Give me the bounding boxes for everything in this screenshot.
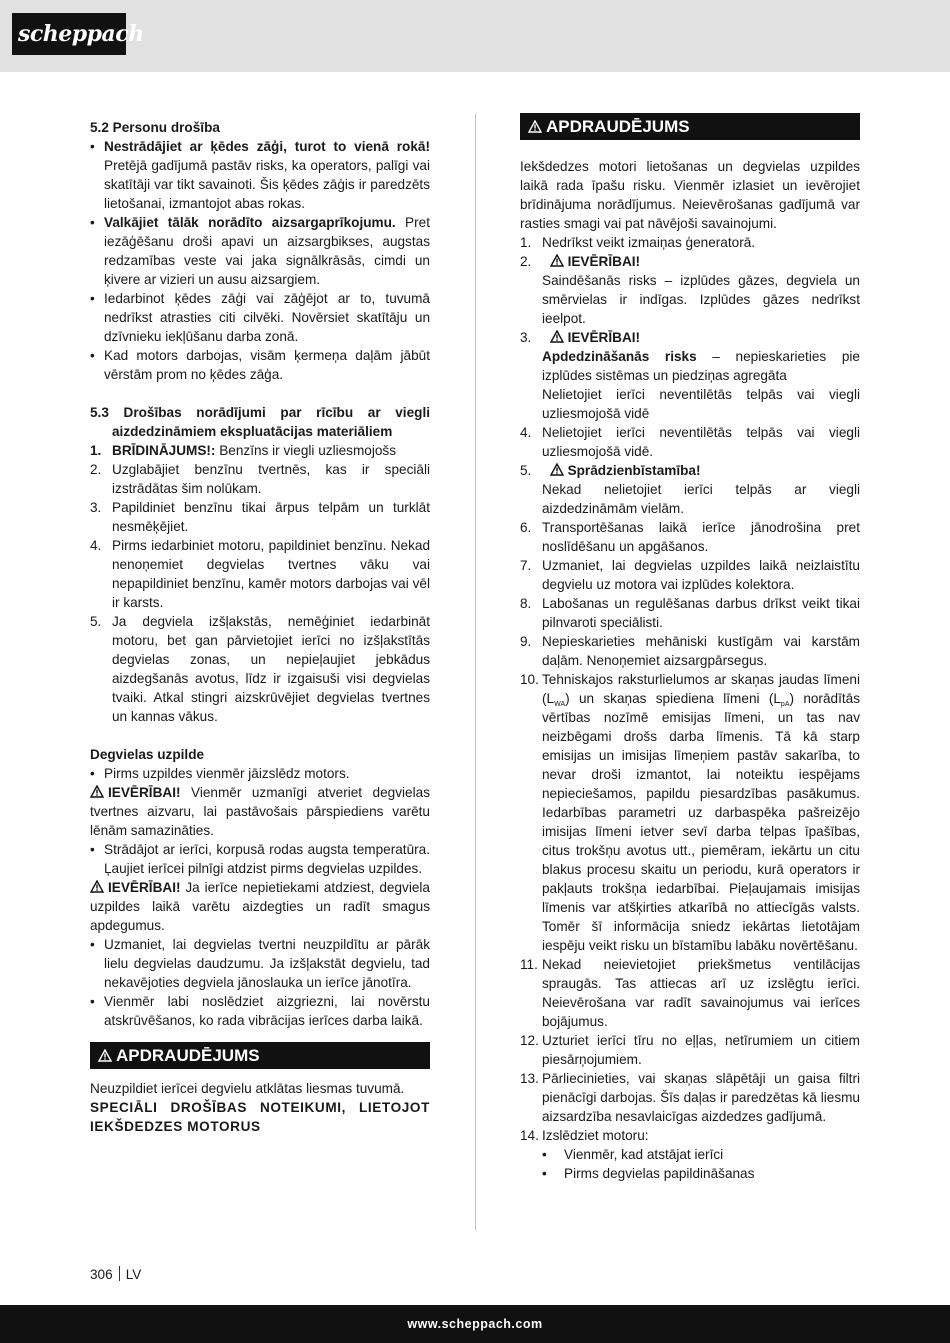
danger-banner: APDRAUDĒJUMS	[520, 113, 860, 140]
list-item: 8. Labošanas un regulēšanas darbus drīkst veikt tikai pilnvaroti speciālisti.	[520, 596, 860, 630]
list-item: 1. BRĪDINĀJUMS!: Benzīns ir viegli uzliesmojošs	[90, 443, 397, 458]
list-item: • Kad motors darbojas, visām ķermeņa daļām jābūt vērstām prom no ķēdes zāģa.	[90, 346, 430, 384]
list-item: 12. Uzturiet ierīci tīru no eļļas, netīrumiem un citiem piesārņojumiem.	[520, 1033, 860, 1067]
list-item: • Valkājiet tālāk norādīto aizsargaprīkojumu. Pret iezāģēšanu droši apavi un aizsargbikses, augstas redzamības veste vai jaka signālkrāsās, cimdi un ķivere ar vizieri un ausu aizsargiem.	[90, 213, 430, 289]
list-item: 10. Tehniskajos raksturlielumos ar skaņas jaudas līmeni $(L_{WA})$ un skaņas spiediena līmeni $(L_{pA})$ norādītās vērtības nozīmē emisijas līmeni, un tas nav neizbēgami drošs darba līmenis. Tā kā starp emisijas un imisijas līmeņiem pastāv sakarība, to nevar droši izmantot, lai noteiktu iespējams nepieciešamos, papildu piesardzības pasākumus. Iedarbības parametri uz darbaspēka pašreizējo imisijas līmeni ietver sevī darba telpas īpašības, citus trokšņu avotus utt., piemēram, iekārtu un citu blakus procesu skaitu un periodu, kurā operators ir pakļauts trokšņa iedarbībai. Pieļaujamais imisijas līmenis var atšķirties atkarībā no attiecīgās valsts. Tomēr šī informācija sniedz iekārtas lietotājam iespēju veikt risku un bīstamību labāku novērtēšanu.	[520, 672, 860, 953]
warning-triangle-icon	[550, 330, 564, 343]
special-rules-title: SPECIĀLI DROŠĪBAS NOTEIKUMI, LIETOJOT IEKŠDEDZES MOTORUS	[90, 1100, 430, 1134]
danger-text: Neuzpildiet ierīcei degvielu atklātas liesmas tuvumā.	[90, 1081, 405, 1096]
page-number: 306 LV	[90, 1267, 142, 1282]
section-5-2-title: 5.2 Personu drošība	[90, 120, 220, 135]
fuel-section-title: Degvielas uzpilde	[90, 747, 205, 762]
list-item: 1. Nedrīkst veikt izmaiņas ģeneratorā.	[520, 235, 756, 250]
warning-triangle-icon	[90, 785, 104, 798]
list-item: 3. IEVĒRĪBAI! Apdedzināšanās risks – nepieskarieties pie izplūdes sistēmas un piedziņas agregāta Nelietojiet ierīci neventilētās telpās vai viegli uzliesmojošā vidē	[520, 330, 860, 421]
danger-banner: APDRAUDĒJUMS	[90, 1042, 430, 1069]
warning-triangle-icon	[550, 463, 564, 476]
sub-list-item: • Pirms degvielas papildināšanas	[542, 1164, 860, 1183]
list-item: 14. Izslēdziet motoru: • Vienmēr, kad atstājat ierīci • Pirms degvielas papildināšanas	[520, 1126, 860, 1183]
fuel-warning-1: IEVĒRĪBAI! Vienmēr uzmanīgi atveriet degvielas tvertnes aizvaru, lai pastāvošais pārspiediens varētu lēnām samazināties.	[90, 785, 430, 838]
brand-logo: scheppach	[12, 13, 126, 55]
list-item: 4. Nelietojiet ierīci neventilētās telpās vai viegli uzliesmojošā vidē.	[520, 425, 860, 459]
list-item: 9. Nepieskarieties mehāniski kustīgām vai karstām daļām. Nenoņemiet aizsargpārsegus.	[520, 634, 860, 668]
website-link[interactable]: www.scheppach.com	[407, 1317, 543, 1331]
header-bar	[0, 0, 950, 72]
list-item: 5. Ja degviela izšļakstās, nemēģiniet iedarbināt motoru, bet gan pārvietojiet ierīci no izšļakstītās degvielas zonas, un nepieļaujiet jebkādus aizdegšanās avotus, līdz ir izgaisuši visi degvielas tvaiki. Atkal stingri aizskrūvējiet degvielas tvertnes un kannas vākus.	[90, 614, 430, 724]
list-item: • Iedarbinot ķēdes zāģi vai zāģējot ar to, tuvumā nedrīkst atrasties citi cilvēki. Novērsiet skatītāju un dzīvnieku iekļūšanu darba zonā.	[90, 289, 430, 346]
right-column	[520, 113, 860, 1183]
list-item: 11. Nekad neievietojiet priekšmetus ventilācijas spraugās. Tas attiecas arī uz izslēgtu ierīci. Neievērošana var radīt savainojumus vai ierīces bojājumus.	[520, 957, 860, 1029]
left-column	[90, 118, 430, 1136]
column-divider	[475, 114, 476, 1230]
engine-safety-list	[520, 233, 860, 1183]
list-item: 3. Papildiniet benzīnu tikai ārpus telpām un turklāt nesmēķējiet.	[90, 500, 430, 534]
section-5-3-title: 5.3 Drošības norādījumi par rīcību ar viegli aizdedzināmiem ekspluatācijas materiāliem	[90, 405, 430, 439]
list-item: 2. IEVĒRĪBAI! Saindēšanās risks – izplūdes gāzes, degviela un smērvielas ir indīgas. Izplūdes gāzes nedrīkst ieelpot.	[520, 254, 860, 326]
list-item: 2. Uzglabājiet benzīnu tvertnēs, kas ir speciāli izstrādātas šim nolūkam.	[90, 462, 430, 496]
footer-bar	[0, 1305, 950, 1343]
warning-triangle-icon	[550, 254, 564, 267]
list-item: 7. Uzmaniet, lai degvielas uzpildes laikā neizlaistītu degvielu uz motora vai izplūdes kolektora.	[520, 558, 860, 592]
list-item: • Nestrādājiet ar ķēdes zāģi, turot to vienā rokā! Pretējā gadījumā pastāv risks, ka operators, palīgi vai skatītāji var tikt savainoti. Šis ķēdes zāģis ir paredzēts lietošanai, izmantojot abas rokas.	[90, 137, 430, 213]
warning-triangle-icon	[528, 120, 542, 133]
warning-triangle-icon	[98, 1049, 112, 1062]
section-5-3-list	[90, 441, 430, 726]
list-item: 13. Pārliecinieties, vai skaņas slāpētāji un gaisa filtri pienācīgi darbojas. Šīs daļas ir paredzētas kā liesmu aizsardzība nesavlaicīgas aizdedzes gadījumā.	[520, 1071, 860, 1124]
list-item: • Pirms uzpildes vienmēr jāizslēdz motors.	[90, 764, 430, 783]
list-item: • Vienmēr labi noslēdziet aizgriezni, lai novērstu atskrūvēšanos, ko rada vibrācijas ierīces darba laikā.	[90, 992, 430, 1030]
list-item: 5. Sprādzienbīstamība! Nekad nelietojiet ierīci telpās ar viegli aizdedzināmām vielām.	[520, 463, 860, 516]
fuel-warning-2: IEVĒRĪBAI! Ja ierīce nepietiekami atdziest, degviela uzpildes laikā varētu aizdegties un radīt smagus apdegumus.	[90, 880, 430, 933]
list-item: 4. Pirms iedarbiniet motoru, papildiniet benzīnu. Nekad nenoņemiet degvielas tvertnes vāku vai nepapildiniet benzīnu, kamēr motors darbojas vai vēl ir karsts.	[90, 538, 430, 610]
intro-paragraph: Iekšdedzes motori lietošanas un degvielas uzpildes laikā rada īpašu risku. Vienmēr izlasiet un ievērojiet brīdinājuma norādījumus. Neievērošanas gadījumā var rasties smagi vai pat nāvējoši savainojumi.	[520, 159, 860, 231]
section-5-2-list	[90, 137, 430, 384]
list-item: • Strādājot ar ierīci, korpusā rodas augsta temperatūra. Ļaujiet ierīcei pilnīgi atdzist pirms degvielas uzpildes.	[90, 840, 430, 878]
list-item: • Uzmaniet, lai degvielas tvertni neuzpildītu ar pārāk lielu degvielas daudzumu. Ja izšļakstāt degvielu, tad nekavējoties degviela jānoslauka un ierīce jānotīra.	[90, 935, 430, 992]
warning-triangle-icon	[90, 880, 104, 893]
sub-list-item: • Vienmēr, kad atstājat ierīci	[542, 1145, 860, 1164]
list-item: 6. Transportēšanas laikā ierīce jānodrošina pret noslīdēšanu un apgāšanos.	[520, 520, 860, 554]
